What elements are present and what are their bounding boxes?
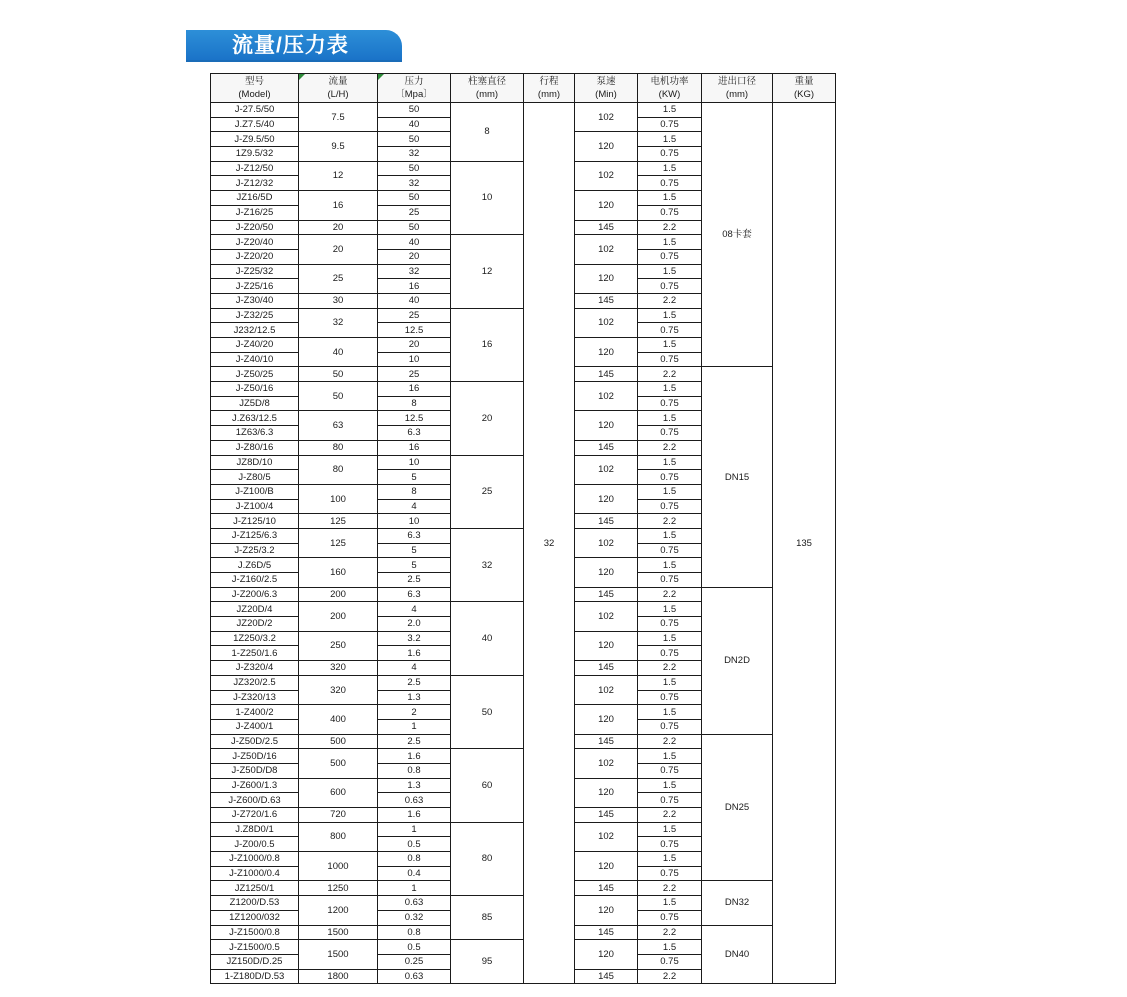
plunger-diameter-cell: 25	[451, 455, 524, 528]
plunger-diameter-cell: 8	[451, 103, 524, 162]
model-cell: J-Z125/10	[211, 514, 299, 529]
pump-speed-cell: 120	[575, 940, 638, 969]
pressure-cell: 0.5	[378, 837, 451, 852]
motor-power-cell: 2.2	[638, 367, 702, 382]
header-pump-speed: 泵速 (Min)	[575, 74, 638, 103]
motor-power-cell: 0.75	[638, 763, 702, 778]
motor-power-cell: 0.75	[638, 426, 702, 441]
flow-cell: 20	[299, 235, 378, 264]
model-cell: JZ1250/1	[211, 881, 299, 896]
motor-power-cell: 0.75	[638, 176, 702, 191]
pump-speed-cell: 120	[575, 411, 638, 440]
pressure-cell: 16	[378, 382, 451, 397]
motor-power-cell: 1.5	[638, 132, 702, 147]
motor-power-cell: 0.75	[638, 147, 702, 162]
table-body	[211, 103, 836, 984]
model-cell: J-Z20/40	[211, 235, 299, 250]
motor-power-cell: 1.5	[638, 778, 702, 793]
flow-cell: 100	[299, 484, 378, 513]
model-cell: J-Z50/25	[211, 367, 299, 382]
port-size-cell: DN2D	[702, 587, 773, 734]
table-row	[211, 103, 836, 118]
pump-speed-cell: 102	[575, 749, 638, 778]
motor-power-cell: 1.5	[638, 161, 702, 176]
plunger-diameter-cell: 20	[451, 382, 524, 455]
model-cell: J.Z7.5/40	[211, 117, 299, 132]
pressure-cell: 16	[378, 279, 451, 294]
flow-cell: 320	[299, 661, 378, 676]
model-cell: J.Z63/12.5	[211, 411, 299, 426]
pressure-cell: 16	[378, 440, 451, 455]
pump-speed-cell: 145	[575, 367, 638, 382]
flow-cell: 600	[299, 778, 378, 807]
pressure-cell: 50	[378, 103, 451, 118]
pump-speed-cell: 102	[575, 308, 638, 337]
motor-power-cell: 2.2	[638, 969, 702, 984]
pressure-cell: 20	[378, 338, 451, 353]
model-cell: JZ16/5D	[211, 191, 299, 206]
pump-speed-cell: 102	[575, 602, 638, 631]
motor-power-cell: 0.75	[638, 954, 702, 969]
model-cell: J-Z16/25	[211, 205, 299, 220]
motor-power-cell: 2.2	[638, 514, 702, 529]
pressure-cell: 12.5	[378, 411, 451, 426]
pump-speed-cell: 120	[575, 338, 638, 367]
pressure-cell: 4	[378, 661, 451, 676]
pressure-cell: 0.8	[378, 763, 451, 778]
section-title-banner	[186, 30, 402, 62]
weight-cell: 135	[773, 103, 836, 984]
model-cell: Z1200/D.53	[211, 896, 299, 911]
pump-speed-cell: 145	[575, 514, 638, 529]
motor-power-cell: 0.75	[638, 646, 702, 661]
model-cell: J-Z00/0.5	[211, 837, 299, 852]
pressure-cell: 1	[378, 822, 451, 837]
motor-power-cell: 1.5	[638, 602, 702, 617]
flow-cell: 50	[299, 382, 378, 411]
pressure-cell: 2	[378, 705, 451, 720]
model-cell: J-Z320/4	[211, 661, 299, 676]
motor-power-cell: 2.2	[638, 734, 702, 749]
model-cell: JZ20D/2	[211, 617, 299, 632]
flow-cell: 1500	[299, 925, 378, 940]
pressure-cell: 0.32	[378, 910, 451, 925]
flow-cell: 400	[299, 705, 378, 734]
model-cell: J.Z6D/5	[211, 558, 299, 573]
pressure-cell: 32	[378, 264, 451, 279]
motor-power-cell: 1.5	[638, 235, 702, 250]
motor-power-cell: 0.75	[638, 910, 702, 925]
model-cell: J-Z400/1	[211, 719, 299, 734]
pump-speed-cell: 102	[575, 103, 638, 132]
plunger-diameter-cell: 10	[451, 161, 524, 234]
motor-power-cell: 1.5	[638, 940, 702, 955]
pressure-cell: 2.5	[378, 675, 451, 690]
plunger-diameter-cell: 16	[451, 308, 524, 381]
motor-power-cell: 0.75	[638, 279, 702, 294]
model-cell: J-Z50D/2.5	[211, 734, 299, 749]
pressure-cell: 6.3	[378, 426, 451, 441]
pump-speed-cell: 145	[575, 925, 638, 940]
pressure-cell: 0.4	[378, 866, 451, 881]
model-cell: J-Z600/1.3	[211, 778, 299, 793]
pressure-cell: 0.63	[378, 969, 451, 984]
header-weight: 重量 (KG)	[773, 74, 836, 103]
pressure-cell: 50	[378, 161, 451, 176]
motor-power-cell: 0.75	[638, 690, 702, 705]
pressure-cell: 10	[378, 514, 451, 529]
model-cell: J-Z100/B	[211, 484, 299, 499]
model-cell: J-Z25/16	[211, 279, 299, 294]
pressure-cell: 5	[378, 470, 451, 485]
port-size-cell: DN32	[702, 881, 773, 925]
plunger-diameter-cell: 60	[451, 749, 524, 822]
pressure-cell: 25	[378, 367, 451, 382]
header-stroke: 行程 (mm)	[524, 74, 575, 103]
model-cell: 1Z9.5/32	[211, 147, 299, 162]
motor-power-cell: 0.75	[638, 352, 702, 367]
pressure-cell: 40	[378, 117, 451, 132]
pressure-cell: 0.8	[378, 852, 451, 867]
model-cell: J-Z1500/0.8	[211, 925, 299, 940]
flow-pressure-table	[210, 73, 836, 984]
pump-speed-cell: 120	[575, 558, 638, 587]
pump-speed-cell: 120	[575, 484, 638, 513]
flow-cell: 200	[299, 602, 378, 631]
pressure-cell: 4	[378, 499, 451, 514]
pressure-cell: 8	[378, 484, 451, 499]
flow-cell: 20	[299, 220, 378, 235]
pressure-cell: 25	[378, 205, 451, 220]
pump-speed-cell: 145	[575, 969, 638, 984]
model-cell: J-Z1000/0.8	[211, 852, 299, 867]
pressure-cell: 32	[378, 176, 451, 191]
plunger-diameter-cell: 12	[451, 235, 524, 308]
model-cell: JZ20D/4	[211, 602, 299, 617]
section-title: 流量/压力表	[232, 34, 349, 57]
motor-power-cell: 0.75	[638, 793, 702, 808]
pressure-cell: 2.5	[378, 573, 451, 588]
motor-power-cell: 1.5	[638, 484, 702, 499]
motor-power-cell: 0.75	[638, 323, 702, 338]
model-cell: J-Z30/40	[211, 293, 299, 308]
pump-speed-cell: 120	[575, 191, 638, 220]
pressure-cell: 1	[378, 719, 451, 734]
pump-speed-cell: 145	[575, 440, 638, 455]
motor-power-cell: 1.5	[638, 749, 702, 764]
model-cell: 1-Z180D/D.53	[211, 969, 299, 984]
pressure-cell: 6.3	[378, 528, 451, 543]
motor-power-cell: 1.5	[638, 455, 702, 470]
pump-speed-cell: 102	[575, 235, 638, 264]
motor-power-cell: 1.5	[638, 631, 702, 646]
header-plunger-diameter: 柱塞直径 (mm)	[451, 74, 524, 103]
pressure-cell: 20	[378, 249, 451, 264]
motor-power-cell: 1.5	[638, 191, 702, 206]
flow-cell: 50	[299, 367, 378, 382]
flow-cell: 30	[299, 293, 378, 308]
plunger-diameter-cell: 85	[451, 896, 524, 940]
pressure-cell: 1	[378, 881, 451, 896]
motor-power-cell: 0.75	[638, 249, 702, 264]
pump-speed-cell: 120	[575, 264, 638, 293]
model-cell: 1Z250/3.2	[211, 631, 299, 646]
flow-cell: 320	[299, 675, 378, 704]
pressure-cell: 50	[378, 220, 451, 235]
motor-power-cell: 0.75	[638, 470, 702, 485]
flow-cell: 7.5	[299, 103, 378, 132]
motor-power-cell: 2.2	[638, 661, 702, 676]
pressure-cell: 0.63	[378, 896, 451, 911]
model-cell: J-Z50D/16	[211, 749, 299, 764]
motor-power-cell: 0.75	[638, 573, 702, 588]
pressure-cell: 8	[378, 396, 451, 411]
model-cell: J-Z25/32	[211, 264, 299, 279]
flow-cell: 1500	[299, 940, 378, 969]
pump-speed-cell: 145	[575, 293, 638, 308]
model-cell: J-Z20/20	[211, 249, 299, 264]
flow-cell: 125	[299, 528, 378, 557]
flow-cell: 250	[299, 631, 378, 660]
pump-speed-cell: 102	[575, 455, 638, 484]
flow-cell: 160	[299, 558, 378, 587]
pressure-cell: 32	[378, 147, 451, 162]
model-cell: J-Z1000/0.4	[211, 866, 299, 881]
pump-speed-cell: 102	[575, 528, 638, 557]
model-cell: J-Z25/3.2	[211, 543, 299, 558]
model-cell: J-Z100/4	[211, 499, 299, 514]
pressure-cell: 40	[378, 293, 451, 308]
header-motor-power: 电机功率 (KW)	[638, 74, 702, 103]
motor-power-cell: 1.5	[638, 896, 702, 911]
pressure-cell: 2.5	[378, 734, 451, 749]
model-cell: J.Z8D0/1	[211, 822, 299, 837]
motor-power-cell: 1.5	[638, 411, 702, 426]
pressure-cell: 5	[378, 558, 451, 573]
table-header-row	[211, 74, 836, 103]
plunger-diameter-cell: 40	[451, 602, 524, 675]
motor-power-cell: 1.5	[638, 675, 702, 690]
plunger-diameter-cell: 95	[451, 940, 524, 984]
motor-power-cell: 1.5	[638, 103, 702, 118]
pressure-cell: 3.2	[378, 631, 451, 646]
model-cell: J-Z32/25	[211, 308, 299, 323]
motor-power-cell: 2.2	[638, 220, 702, 235]
pump-speed-cell: 102	[575, 822, 638, 851]
flow-cell: 32	[299, 308, 378, 337]
port-size-cell: DN25	[702, 734, 773, 881]
pressure-cell: 2.0	[378, 617, 451, 632]
flow-cell: 500	[299, 749, 378, 778]
pressure-cell: 4	[378, 602, 451, 617]
model-cell: JZ320/2.5	[211, 675, 299, 690]
pump-speed-cell: 120	[575, 852, 638, 881]
pressure-cell: 25	[378, 308, 451, 323]
pump-speed-cell: 120	[575, 631, 638, 660]
flow-cell: 1800	[299, 969, 378, 984]
model-cell: J-Z50D/D8	[211, 763, 299, 778]
model-cell: J-Z80/16	[211, 440, 299, 455]
model-cell: J-Z80/5	[211, 470, 299, 485]
pump-speed-cell: 102	[575, 382, 638, 411]
pressure-cell: 1.3	[378, 690, 451, 705]
pressure-cell: 1.6	[378, 646, 451, 661]
model-cell: J-Z12/50	[211, 161, 299, 176]
pressure-cell: 0.63	[378, 793, 451, 808]
model-cell: JZ150D/D.25	[211, 954, 299, 969]
flow-cell: 9.5	[299, 132, 378, 161]
pressure-cell: 50	[378, 132, 451, 147]
model-cell: J-Z125/6.3	[211, 528, 299, 543]
pump-speed-cell: 102	[575, 675, 638, 704]
flow-cell: 1000	[299, 852, 378, 881]
motor-power-cell: 0.75	[638, 396, 702, 411]
motor-power-cell: 0.75	[638, 866, 702, 881]
motor-power-cell: 2.2	[638, 440, 702, 455]
motor-power-cell: 1.5	[638, 852, 702, 867]
flow-cell: 63	[299, 411, 378, 440]
motor-power-cell: 0.75	[638, 837, 702, 852]
model-cell: 1-Z250/1.6	[211, 646, 299, 661]
model-cell: J-Z40/10	[211, 352, 299, 367]
motor-power-cell: 2.2	[638, 808, 702, 823]
flow-cell: 125	[299, 514, 378, 529]
pump-speed-cell: 145	[575, 808, 638, 823]
pressure-cell: 10	[378, 455, 451, 470]
flow-cell: 12	[299, 161, 378, 190]
header-flow: 流量 (L/H)	[299, 74, 378, 103]
model-cell: J-Z20/50	[211, 220, 299, 235]
plunger-diameter-cell: 32	[451, 528, 524, 601]
model-cell: J-Z1500/0.5	[211, 940, 299, 955]
model-cell: J-Z40/20	[211, 338, 299, 353]
motor-power-cell: 1.5	[638, 264, 702, 279]
pressure-cell: 5	[378, 543, 451, 558]
model-cell: J-27.5/50	[211, 103, 299, 118]
pump-speed-cell: 120	[575, 705, 638, 734]
header-model: 型号 (Model)	[211, 74, 299, 103]
model-cell: 1-Z400/2	[211, 705, 299, 720]
pressure-cell: 10	[378, 352, 451, 367]
motor-power-cell: 0.75	[638, 617, 702, 632]
model-cell: J-Z9.5/50	[211, 132, 299, 147]
pressure-cell: 0.8	[378, 925, 451, 940]
pressure-cell: 1.6	[378, 749, 451, 764]
motor-power-cell: 0.75	[638, 499, 702, 514]
model-cell: 1Z1200/032	[211, 910, 299, 925]
flow-cell: 25	[299, 264, 378, 293]
motor-power-cell: 1.5	[638, 528, 702, 543]
model-cell: J-Z50/16	[211, 382, 299, 397]
flow-cell: 720	[299, 808, 378, 823]
model-cell: J-Z12/32	[211, 176, 299, 191]
pump-speed-cell: 145	[575, 587, 638, 602]
flow-cell: 200	[299, 587, 378, 602]
pressure-cell: 12.5	[378, 323, 451, 338]
pump-speed-cell: 102	[575, 161, 638, 190]
motor-power-cell: 2.2	[638, 587, 702, 602]
motor-power-cell: 1.5	[638, 705, 702, 720]
motor-power-cell: 1.5	[638, 822, 702, 837]
stroke-cell: 32	[524, 103, 575, 984]
motor-power-cell: 1.5	[638, 558, 702, 573]
port-size-cell: 08卡套	[702, 103, 773, 367]
motor-power-cell: 1.5	[638, 382, 702, 397]
pressure-cell: 50	[378, 191, 451, 206]
plunger-diameter-cell: 50	[451, 675, 524, 748]
flow-cell: 1250	[299, 881, 378, 896]
pump-speed-cell: 120	[575, 132, 638, 161]
pressure-cell: 1.6	[378, 808, 451, 823]
flow-cell: 800	[299, 822, 378, 851]
motor-power-cell: 2.2	[638, 925, 702, 940]
header-pressure: 压力 〔Mpa〕	[378, 74, 451, 103]
pressure-cell: 40	[378, 235, 451, 250]
flow-cell: 500	[299, 734, 378, 749]
pressure-cell: 0.5	[378, 940, 451, 955]
pressure-cell: 1.3	[378, 778, 451, 793]
model-cell: J232/12.5	[211, 323, 299, 338]
motor-power-cell: 0.75	[638, 543, 702, 558]
motor-power-cell: 2.2	[638, 881, 702, 896]
pump-speed-cell: 145	[575, 881, 638, 896]
model-cell: J-Z720/1.6	[211, 808, 299, 823]
model-cell: 1Z63/6.3	[211, 426, 299, 441]
motor-power-cell: 1.5	[638, 338, 702, 353]
pump-speed-cell: 120	[575, 778, 638, 807]
header-port-size: 进出口径 (mm)	[702, 74, 773, 103]
motor-power-cell: 0.75	[638, 117, 702, 132]
flow-cell: 80	[299, 440, 378, 455]
port-size-cell: DN15	[702, 367, 773, 587]
pump-speed-cell: 145	[575, 661, 638, 676]
port-size-cell: DN40	[702, 925, 773, 984]
motor-power-cell: 0.75	[638, 719, 702, 734]
model-cell: J-Z320/13	[211, 690, 299, 705]
motor-power-cell: 2.2	[638, 293, 702, 308]
flow-cell: 40	[299, 338, 378, 367]
flow-cell: 1200	[299, 896, 378, 925]
pump-speed-cell: 145	[575, 734, 638, 749]
model-cell: JZ5D/8	[211, 396, 299, 411]
flow-cell: 16	[299, 191, 378, 220]
pump-speed-cell: 145	[575, 220, 638, 235]
model-cell: J-Z160/2.5	[211, 573, 299, 588]
plunger-diameter-cell: 80	[451, 822, 524, 895]
flow-cell: 80	[299, 455, 378, 484]
pump-speed-cell: 120	[575, 896, 638, 925]
motor-power-cell: 0.75	[638, 205, 702, 220]
motor-power-cell: 1.5	[638, 308, 702, 323]
model-cell: J-Z600/D.63	[211, 793, 299, 808]
model-cell: JZ8D/10	[211, 455, 299, 470]
pressure-cell: 0.25	[378, 954, 451, 969]
pressure-cell: 6.3	[378, 587, 451, 602]
model-cell: J-Z200/6.3	[211, 587, 299, 602]
